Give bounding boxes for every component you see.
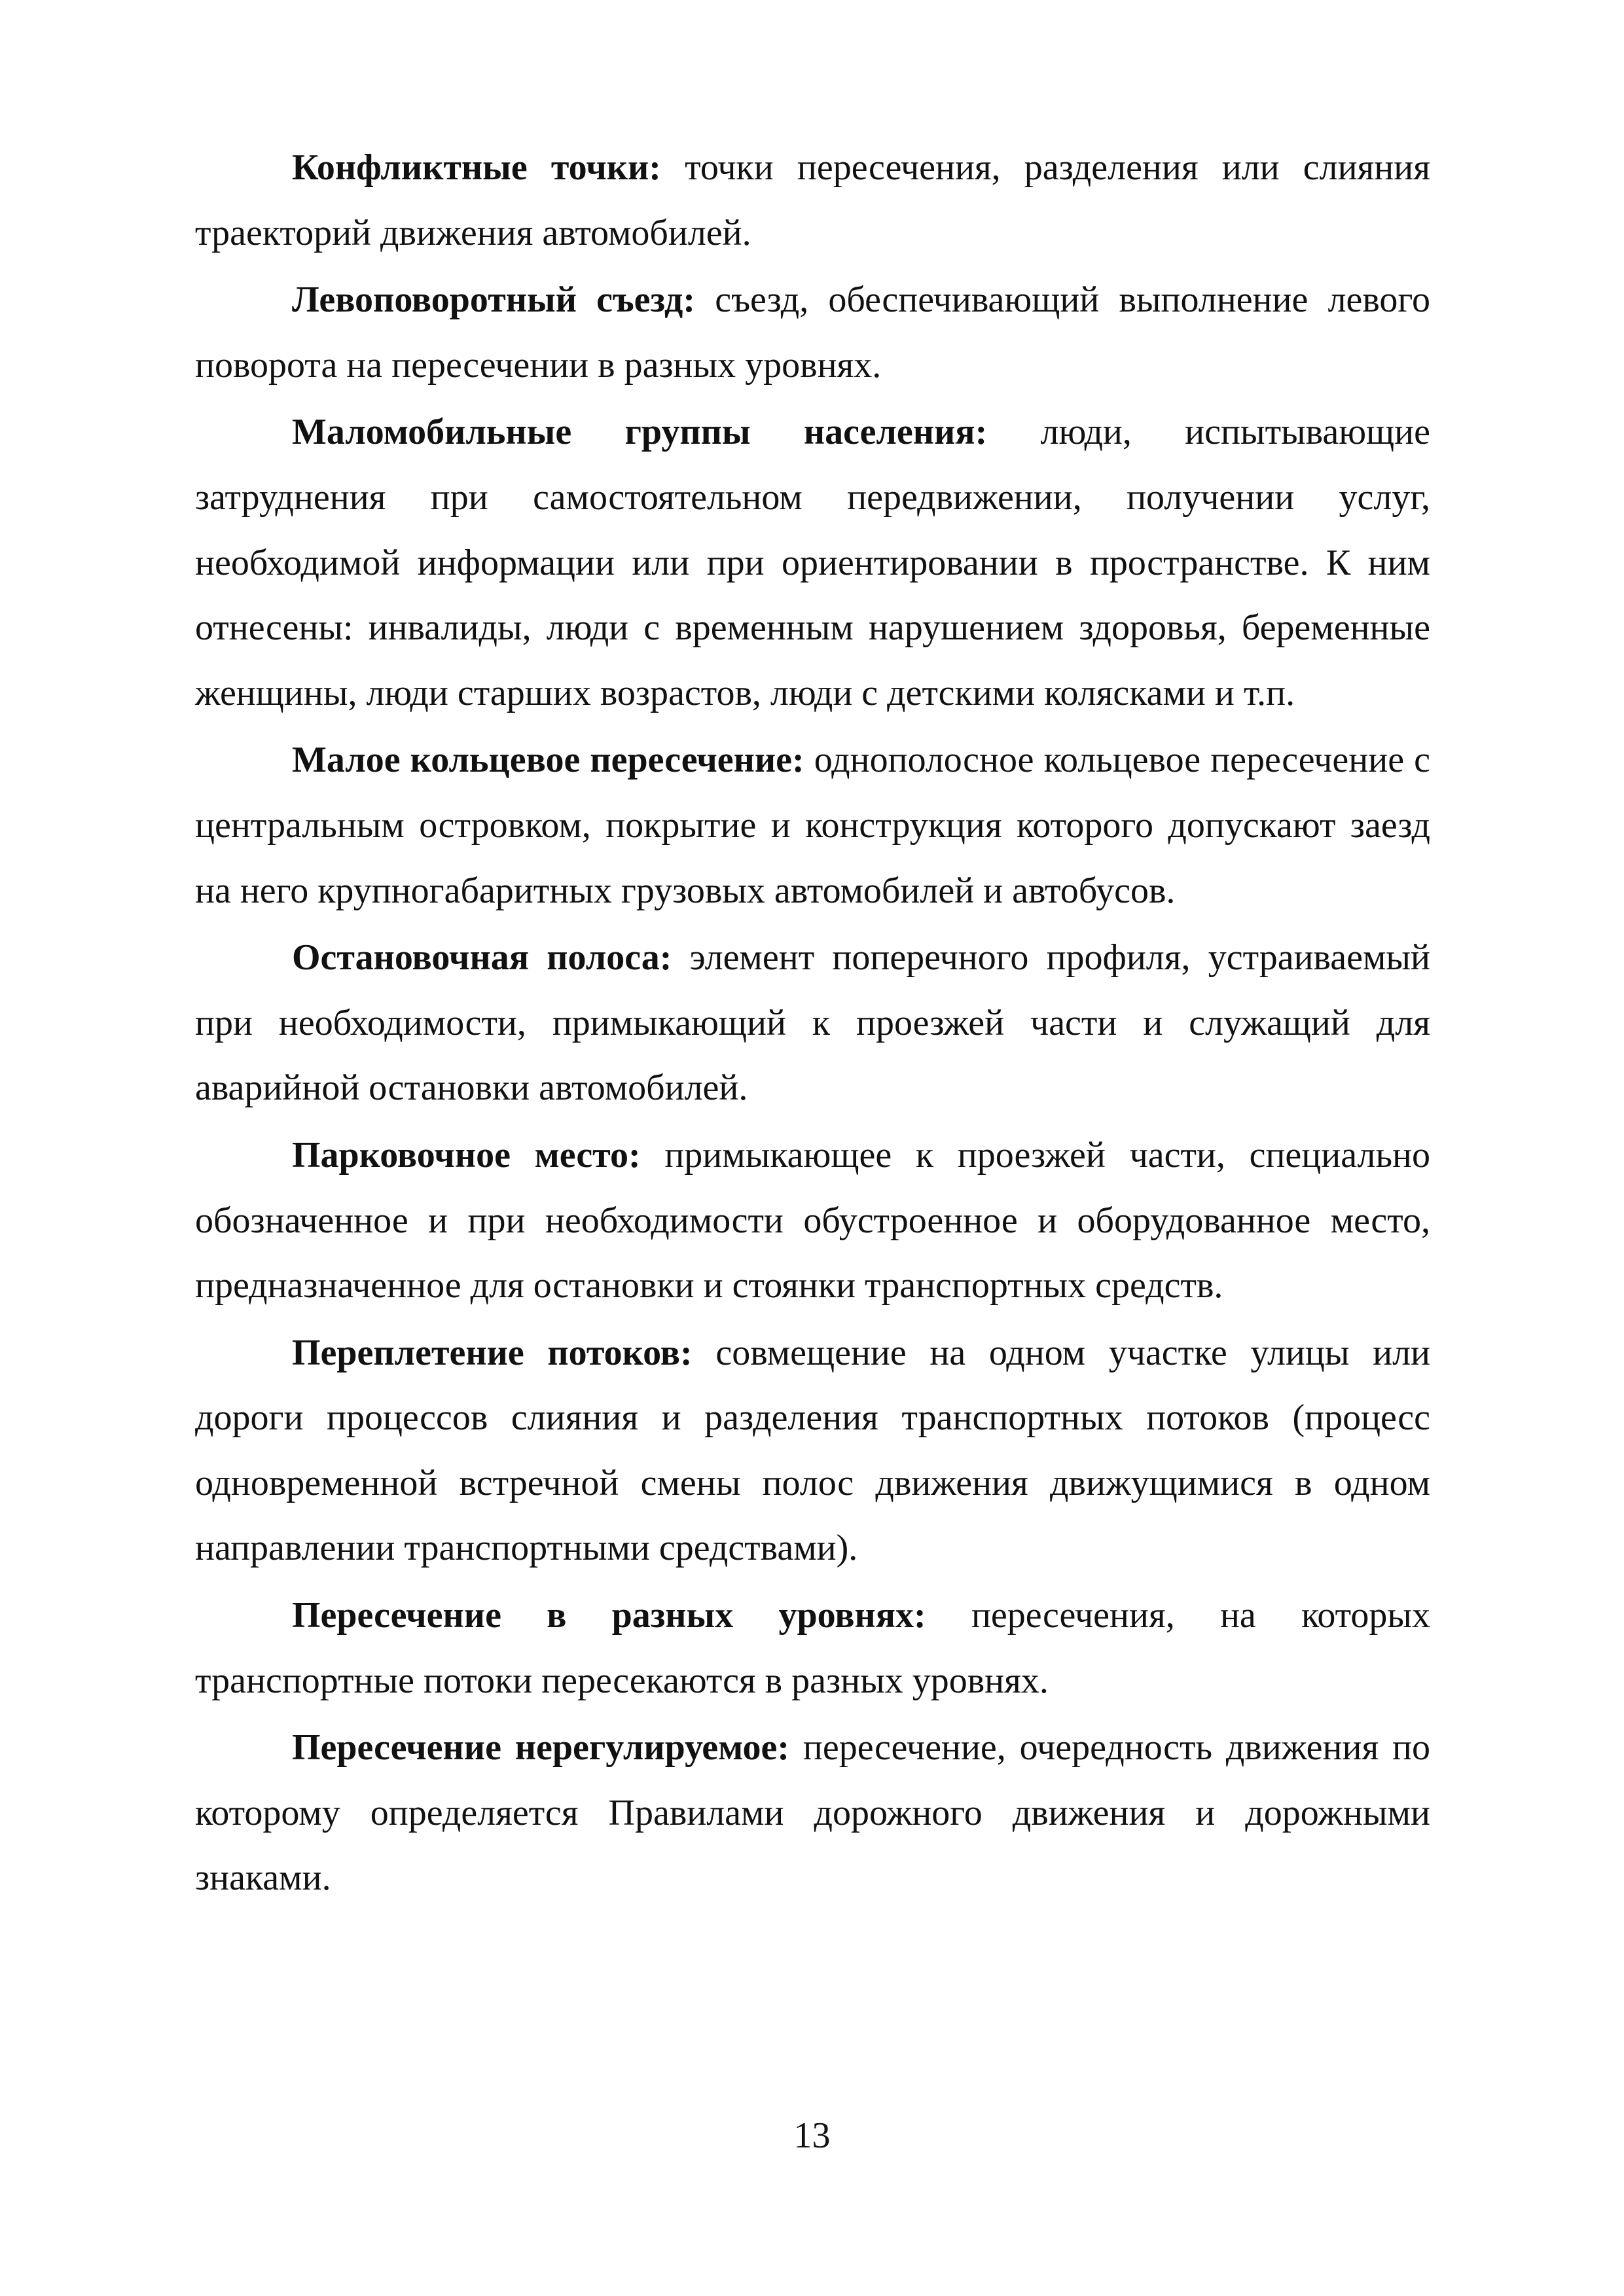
term-definition: съезд, обеспечивающий выполнение левого поворота на пересечении в разных уровнях. (195, 279, 1431, 386)
term-definition: однополосное кольцевое пересечение с центральным островком, покрытие и конструкция которого допускают заезд на него крупногабаритных грузовых автомобилей и автобусов. (195, 740, 1430, 911)
term-entry-grade-separated-intersection (195, 1583, 1430, 1713)
term-entry-unsignalized-intersection (195, 1715, 1430, 1911)
term-entry-low-mobility-groups (195, 400, 1430, 726)
term-title: Левоповоротный съезд: (292, 279, 696, 321)
term-definition: совмещение на одном участке улицы или дороги процессов слияния и разделения транспортных потоков (процесс одновременной встречной смены полос движения движущимися в одном направлении транспортными средствами). (195, 1332, 1431, 1569)
term-definition: пересечения, на которых транспортные потоки пересекаются в разных уровнях. (195, 1595, 1430, 1701)
term-title: Парковочное место: (292, 1134, 641, 1175)
term-title: Пересечение в разных уровнях: (292, 1595, 926, 1636)
term-definition: точки пересечения, разделения или слияния траекторий движения автомобилей. (195, 147, 1430, 253)
term-definition: пересечение, очередность движения по которому определяется Правилами дорожного движения и дорожными знаками. (195, 1727, 1431, 1899)
page-number: 13 (793, 2115, 831, 2156)
term-title: Конфликтные точки: (292, 147, 661, 188)
term-title: Малое кольцевое пересечение: (292, 740, 804, 781)
term-title: Пересечение нерегулируемое: (292, 1727, 790, 1768)
term-entry-stopping-lane (195, 925, 1430, 1121)
term-title: Маломобильные группы населения: (292, 412, 988, 453)
term-definition: люди, испытывающие затруднения при самостоятельном передвижении, получении услуг, необходимой информации или при ориентировании в пространстве. К ним отнесены: инвалиды, люди с временным нарушением здоровья, беременные женщины, люди старших возрастов, люди с детскими колясками и т.п. (195, 412, 1430, 713)
term-definition: элемент поперечного профиля, устраиваемый при необходимости, примыкающий к проезжей части и служащий для аварийной остановки автомобилей. (195, 937, 1430, 1109)
term-entry-left-turn-ramp (195, 268, 1430, 398)
term-title: Остановочная полоса: (292, 937, 672, 978)
term-entry-conflict-points (195, 135, 1430, 266)
term-entry-small-roundabout (195, 728, 1430, 924)
term-definition: примыкающее к проезжей части, специально обозначенное и при необходимости обустроенное и оборудованное место, предназначенное для остановки и стоянки транспортных средств. (195, 1134, 1431, 1306)
term-title: Переплетение потоков: (292, 1332, 693, 1373)
term-entry-weaving (195, 1321, 1430, 1581)
term-entry-parking-space (195, 1123, 1430, 1319)
page-body (195, 135, 1430, 1913)
